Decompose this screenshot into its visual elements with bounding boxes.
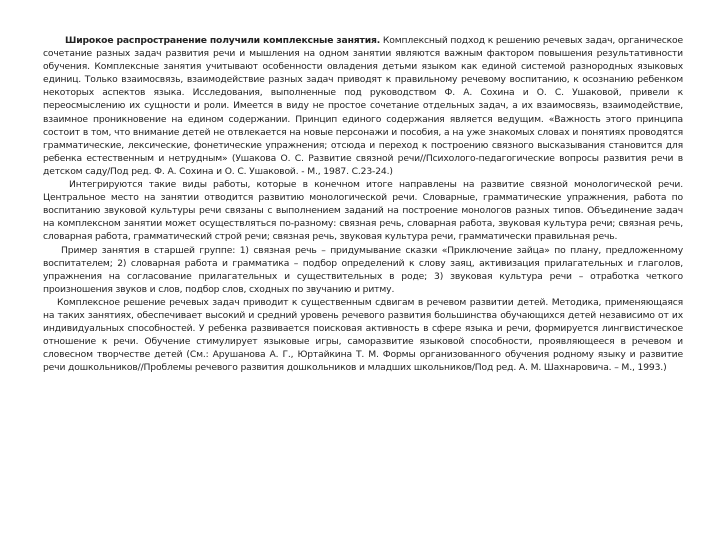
paragraph-lead: Широкое распространение получили комплексные занятия. [65,35,381,46]
paragraph-text: Пример занятия в старшей группе: 1) связная речь – придумывание сказки «Приключение зайца» по плану, предложенному воспитателем; 2) словарная работа и грамматика – подбор определений к слову заяц, активизация прилагательных и глаголов, упражнения на согласование прилагательных и существительных в роде; 3) звуковая культура речи – отработка четкого произношения звуков и слов, подбор слов, сходных по звучанию и ритму. [43,244,683,295]
paragraph-text: Комплексный подход к решению речевых задач, органическое сочетание разных задач развития речи и мышления на одном занятии являются важным фактором повышения результативности обучения. Комплексные занятия учитывают особенности овладения детьми языком как единой системой разнородных языковых единиц. Только взаимосвязь, взаимодействие разных задач приводят к правильному речевому воспитанию, к осознанию ребенком некоторых аспектов языка. Исследования, выполненные под руководством Ф. А. Сохина и О. С. Ушаковой, привели к переосмыслению их сущности и роли. Имеется в виду не простое сочетание отдельных задач, а их взаимосвязь, взаимодействие, взаимное проникновение на едином содержании. Принцип единого содержания является ведущим. «Важность этого принципа состоит в том, что внимание детей не отвлекается на новые персонажи и пособия, а на уже знакомых словах и понятиях проводятся грамматические, лексические, фонетические упражнения; отсюда и переход к построению связного высказывания становится для ребенка естественным и нетрудным» (Ушакова О. С. Развитие связной речи//Психолого-педагогические вопросы развития речи в детском саду/Под ред. Ф. А. Сохина и О. С. Ушаковой. - М., 1987. С.23-24.) [43,35,684,177]
document-page [43,34,683,374]
paragraph-integration [43,178,683,243]
paragraph-text: Интегрируются такие виды работы, которые в конечном итоге направлены на развитие связной монологической речи. Центральное место на занятии отводится развитию монологической речи. Словарные, грамматические упражнения, работа по воспитанию звуковой культуры речи связаны с выполнением заданий на построение монологов разных типов. Объединение задач на комплексном занятии может осуществляться по-разному: связная речь, словарная работа, звуковая культура речи; связная речь, словарная работа, грамматический строй речи; связная речь, звуковая культура речи, грамматически правильная речь. [43,179,683,243]
paragraph-text: Комплексное решение речевых задач приводит к существенным сдвигам в речевом развитии детей. Методика, применяющаяся на таких занятиях, обеспечивает высокий и средний уровень речевого развития большинства обучающихся детей независимо от их индивидуальных способностей. У ребенка развивается поисковая активность в сфере языка и речи, формируется лингвистическое отношение к речи. Обучение стимулирует языковые игры, саморазвитие языковой способности, проявляющееся в речевом и словесном творчестве детей (См.: Арушанова А. Г., Юртайкина Т. М. Формы организованного обучения родному языку и развитие речи дошкольников//Проблемы речевого развития дошкольников и младших школьников/Под ред. А. М. Шахнаровича. – М., 1993.) [43,296,683,374]
paragraph-example-lesson [43,244,683,296]
paragraph-complex-solution [43,296,683,375]
paragraph-complex-lessons [43,34,683,178]
